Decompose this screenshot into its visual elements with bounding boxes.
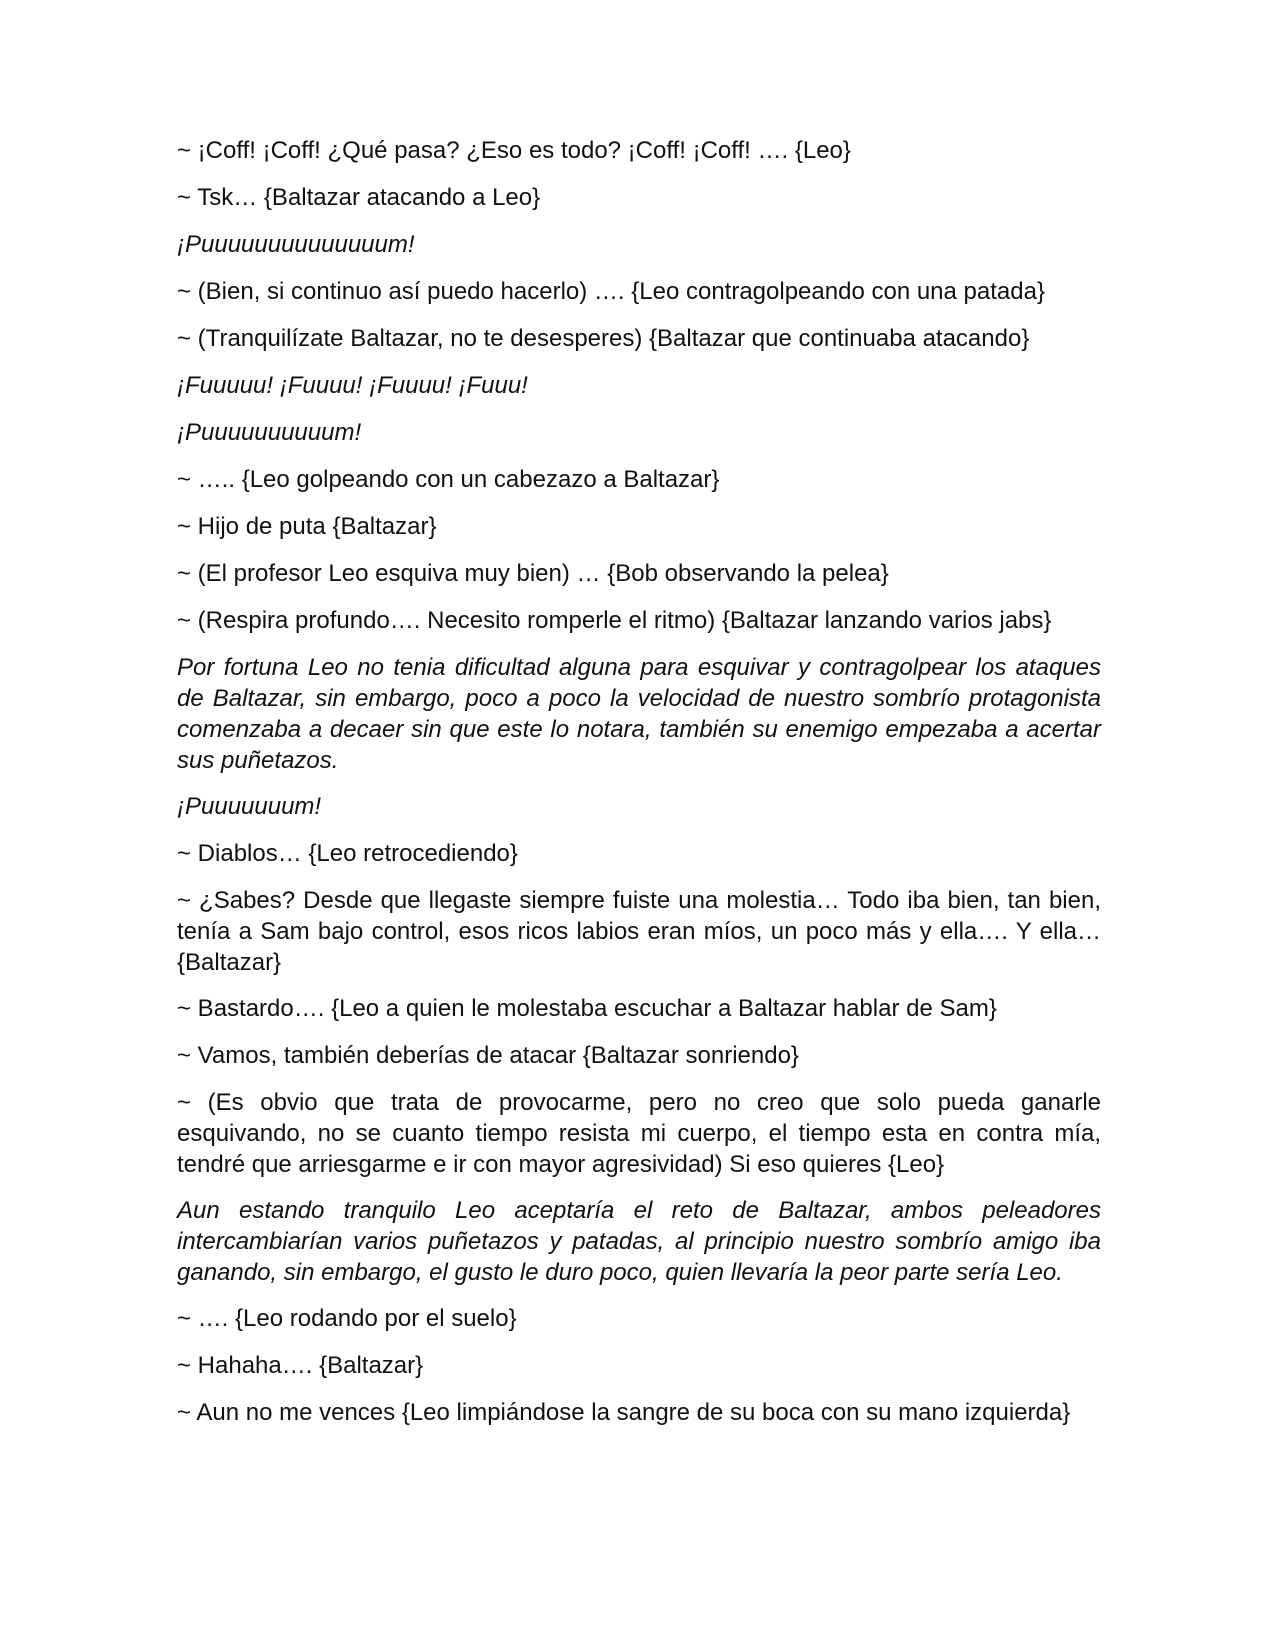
dialogue-line: ~ ¡Coff! ¡Coff! ¿Qué pasa? ¿Eso es todo? ¡Coff! ¡Coff! …. {Leo} — [177, 137, 851, 164]
dialogue-line: ~ ….. {Leo golpeando con un cabezazo a Baltazar} — [177, 466, 720, 493]
narration-paragraph: Por fortuna Leo no tenia dificultad alguna para esquivar y contragolpear los ataques de Baltazar, sin embargo, poco a poco la velocidad de nuestro sombrío protagonista comenzaba a decaer sin que este lo notara, también su enemigo empezaba a acertar sus puñetazos. — [177, 654, 1101, 774]
sound-effect-line: ¡Puuuuuuuuuuuuuum! — [177, 231, 415, 258]
dialogue-line: ~ (El profesor Leo esquiva muy bien) … {Bob observando la pelea} — [177, 560, 889, 587]
sound-effect-line: ¡Fuuuuu! ¡Fuuuu! ¡Fuuuu! ¡Fuuu! — [177, 372, 528, 399]
dialogue-line: ~ (Bien, si continuo así puedo hacerlo) …. {Leo contragolpeando con una patada} — [177, 278, 1045, 305]
dialogue-line: ~ Vamos, también deberías de atacar {Baltazar sonriendo} — [177, 1042, 799, 1069]
dialogue-line: ~ Aun no me vences {Leo limpiándose la sangre de su boca con su mano izquierda} — [177, 1399, 1071, 1426]
dialogue-line: ~ (Respira profundo…. Necesito romperle el ritmo) {Baltazar lanzando varios jabs} — [177, 607, 1052, 634]
narration-paragraph: Aun estando tranquilo Leo aceptaría el reto de Baltazar, ambos peleadores intercambiarían varios puñetazos y patadas, al principio nuestro sombrío amigo iba ganando, sin embargo, el gusto le duro poco, quien llevaría la peor parte sería Leo. — [177, 1197, 1101, 1286]
dialogue-line: ~ …. {Leo rodando por el suelo} — [177, 1305, 517, 1332]
dialogue-line: ~ Bastardo…. {Leo a quien le molestaba escuchar a Baltazar hablar de Sam} — [177, 995, 997, 1022]
dialogue-line: ~ Hahaha…. {Baltazar} — [177, 1352, 424, 1379]
dialogue-paragraph: ~ (Es obvio que trata de provocarme, pero no creo que solo pueda ganarle esquivando, no se cuanto tiempo resista mi cuerpo, el tiempo esta en contra mía, tendré que arriesgarme e ir con mayor agresividad) Si eso quieres {Leo} — [177, 1089, 1101, 1178]
dialogue-line: ~ (Tranquilízate Baltazar, no te desesperes) {Baltazar que continuaba atacando} — [177, 325, 1030, 352]
document-page — [177, 135, 1101, 1444]
dialogue-line: ~ Diablos… {Leo retrocediendo} — [177, 840, 518, 867]
sound-effect-line: ¡Puuuuuuum! — [177, 793, 322, 820]
dialogue-line: ~ Hijo de puta {Baltazar} — [177, 513, 437, 540]
dialogue-paragraph: ~ ¿Sabes? Desde que llegaste siempre fuiste una molestia… Todo iba bien, tan bien, tenía a Sam bajo control, esos ricos labios eran míos, un poco más y ella…. Y ella… {Baltazar} — [177, 887, 1101, 976]
dialogue-line: ~ Tsk… {Baltazar atacando a Leo} — [177, 184, 541, 211]
sound-effect-line: ¡Puuuuuuuuuum! — [177, 419, 362, 446]
